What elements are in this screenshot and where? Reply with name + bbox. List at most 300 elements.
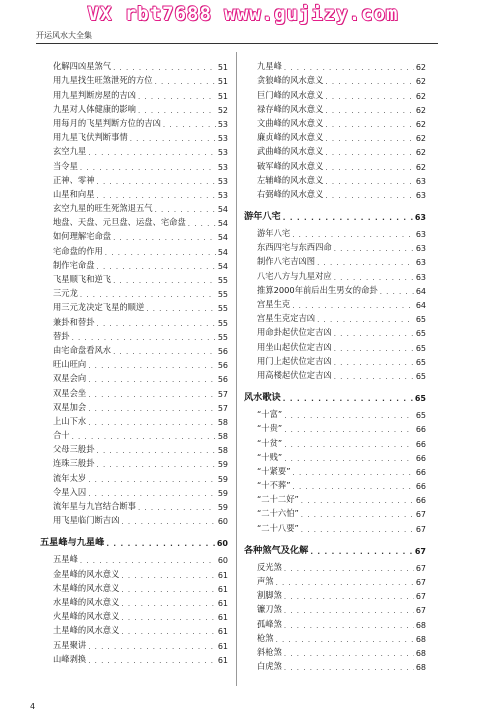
toc-entry <box>40 115 228 129</box>
toc-entry-title: 游年八宅 <box>257 228 291 239</box>
toc-entry-title: “十紧要” <box>257 465 291 476</box>
toc-page-number: 55 <box>217 318 228 328</box>
dot-leader <box>121 600 215 608</box>
toc-page-number: 53 <box>217 176 228 186</box>
toc-page-number: 66 <box>415 439 426 449</box>
toc-page-number: 66 <box>415 482 426 492</box>
toc-page-number: 61 <box>217 598 228 608</box>
toc-entry-title: 推算2000年前后出生男女的命卦 <box>257 284 378 295</box>
toc-entry-title: 白虎煞 <box>257 661 282 672</box>
toc-entry <box>40 370 228 384</box>
toc-page-number: 65 <box>415 357 426 367</box>
toc-page-number: 62 <box>415 119 426 129</box>
header-rule <box>36 43 438 44</box>
toc-entry <box>244 367 426 381</box>
toc-page-number: 52 <box>217 105 228 115</box>
toc-page-number: 61 <box>217 613 228 623</box>
dot-leader <box>97 447 216 455</box>
dot-leader <box>113 348 216 356</box>
toc-entry-title: 玄空九星 <box>53 146 87 157</box>
toc-entry <box>40 214 228 228</box>
dot-leader <box>301 497 414 505</box>
toc-page-number: 59 <box>217 460 228 470</box>
toc-entry <box>244 463 426 477</box>
dot-leader <box>293 483 414 491</box>
toc-entry <box>40 469 228 483</box>
dot-leader <box>325 107 413 115</box>
toc-entry-title: 文曲峰的风水意义 <box>257 117 324 128</box>
toc-entry-title: 由宅命盘看风水 <box>53 344 112 355</box>
toc-page-number: 60 <box>217 517 228 527</box>
toc-entry-title: “二十八要” <box>257 522 299 533</box>
dot-leader <box>380 288 414 296</box>
toc-entry-title: 用九星找生旺煞泄死的方位 <box>53 75 153 86</box>
toc-entry-title: 飞星顺飞和逆飞 <box>53 274 112 284</box>
page-number: 4 <box>30 702 36 711</box>
toc-entry-title: 合十 <box>53 430 70 441</box>
toc-page-number: 54 <box>217 219 228 229</box>
toc-entry-title: 用每月的飞星判断方位的吉凶 <box>53 117 161 128</box>
dot-leader <box>88 405 216 413</box>
toc-entry-title: 用命卦起伏位定吉凶 <box>257 327 332 338</box>
toc-page-number: 62 <box>415 148 426 158</box>
toc-entry-title: 当令星 <box>53 160 78 171</box>
dot-leader <box>138 93 216 101</box>
toc-entry-title: 镰刀煞 <box>257 604 282 615</box>
dot-leader <box>72 433 216 441</box>
dot-leader <box>130 135 216 143</box>
toc-page-number: 51 <box>217 77 228 87</box>
toc-page-number: 56 <box>217 346 228 356</box>
dot-leader <box>163 121 216 129</box>
toc-entry-title: 枪煞 <box>257 632 274 643</box>
toc-entry <box>244 559 426 573</box>
toc-entry-title: 用九星判断房屋的吉凶 <box>53 89 136 100</box>
toc-entry <box>244 267 426 281</box>
dot-leader <box>105 249 216 257</box>
toc-entry-title: 玄空九星的旺生死煞退五气 <box>53 203 153 214</box>
toc-page-number: 56 <box>217 375 228 385</box>
toc-entry <box>244 239 426 253</box>
dot-leader <box>88 391 216 399</box>
dot-leader <box>155 206 216 214</box>
toc-entry-title: 左辅峰的风水意义 <box>257 174 324 185</box>
toc-entry <box>40 129 228 143</box>
dot-leader <box>88 376 216 384</box>
toc-entry <box>40 594 228 608</box>
dot-leader <box>334 245 414 253</box>
toc-entry <box>40 101 228 115</box>
dot-leader <box>284 412 414 420</box>
toc-entry <box>40 608 228 622</box>
toc-entry-title: 金星峰的风水意义 <box>53 568 120 579</box>
toc-page-number: 57 <box>217 403 228 413</box>
dot-leader <box>97 320 216 328</box>
dot-leader <box>317 259 414 267</box>
dot-leader <box>325 78 413 86</box>
toc-entry <box>40 636 228 650</box>
dot-leader <box>276 636 414 644</box>
toc-page-number: 62 <box>415 91 426 101</box>
toc-entry-title: 用坐山起伏位定吉凶 <box>257 341 332 352</box>
toc-entry-title: 东西四宅与东西四命 <box>257 242 332 253</box>
toc-entry-title: 制作宅命盘 <box>53 259 95 270</box>
toc-entry <box>40 299 228 313</box>
toc-entry-title: “二十二好” <box>257 494 299 505</box>
dot-leader <box>325 93 413 101</box>
toc-entry-title: 廉贞峰的风水意义 <box>257 132 324 143</box>
toc-entry-title: 孤峰煞 <box>257 618 282 629</box>
toc-entry <box>40 72 228 86</box>
dot-leader <box>334 274 414 282</box>
toc-entry <box>244 658 426 672</box>
toc-page-number: 62 <box>415 162 426 172</box>
toc-entry-title: 反光煞 <box>257 561 282 572</box>
toc-entry <box>40 342 228 356</box>
toc-entry-title: 流年星与九宫结合断事 <box>53 501 136 511</box>
toc-page-number: 51 <box>217 91 228 101</box>
dot-leader <box>317 316 414 324</box>
toc-page-number: 54 <box>217 205 228 215</box>
toc-page-number: 63 <box>415 230 426 240</box>
dot-leader <box>80 291 216 299</box>
toc-entry-title: 用高楼起伏位定吉凶 <box>257 369 332 380</box>
dot-leader <box>334 373 414 381</box>
toc-page-number: 68 <box>415 663 426 673</box>
toc-page-number: 53 <box>217 134 228 144</box>
dot-leader <box>80 164 216 172</box>
toc-page-number: 63 <box>415 190 426 200</box>
toc-entry-title: 五星峰与九星峰 <box>40 537 105 549</box>
toc-entry-title: 令星入囚 <box>53 486 87 497</box>
book-title: 开运风水大全集 <box>36 31 92 40</box>
toc-entry <box>40 484 228 498</box>
toc-entry <box>40 384 228 398</box>
toc-entry <box>244 324 426 338</box>
toc-entry <box>244 310 426 324</box>
toc-page-number: 66 <box>415 453 426 463</box>
dot-leader <box>284 650 414 658</box>
toc-entry-title: 流年太岁 <box>53 472 87 483</box>
toc-page-number: 55 <box>217 276 228 285</box>
toc-entry <box>244 477 426 491</box>
toc-entry-title: 贪狼峰的风水意义 <box>257 75 324 86</box>
dot-leader <box>284 664 414 672</box>
toc-entry-title: 父母三般卦 <box>53 444 95 455</box>
toc-page-number: 53 <box>217 162 228 172</box>
toc-entry-title: 替卦 <box>53 330 70 341</box>
toc-page-number: 53 <box>217 119 228 129</box>
toc-entry-title: 斜枪煞 <box>257 646 282 657</box>
toc-entry-title: 禄存峰的风水意义 <box>257 103 324 114</box>
toc-entry-title: 武曲峰的风水意义 <box>257 146 324 157</box>
watermark: VX rbt7688 www.gujizy.com <box>87 3 399 25</box>
toc-entry <box>244 644 426 658</box>
toc-page-number: 67 <box>414 546 426 556</box>
toc-page-number: 68 <box>415 620 426 630</box>
dot-leader <box>113 64 216 72</box>
toc-entry <box>244 72 426 86</box>
toc-page-number: 66 <box>415 467 426 477</box>
dot-leader <box>188 220 216 228</box>
toc-entry <box>40 441 228 455</box>
dot-leader <box>334 345 414 353</box>
dot-leader <box>283 214 413 222</box>
toc-entry <box>40 271 228 285</box>
toc-page-number: 56 <box>217 361 228 371</box>
toc-entry <box>40 172 228 186</box>
toc-entry-title: 土星峰的风水意义 <box>53 625 120 636</box>
toc-entry <box>40 228 228 242</box>
toc-entry-title: 双星加会 <box>53 401 87 412</box>
toc-page-number: 55 <box>217 332 228 342</box>
dot-leader <box>106 540 215 548</box>
toc-entry <box>40 58 228 72</box>
toc-page-number: 68 <box>415 634 426 644</box>
dot-leader <box>284 593 414 601</box>
dot-leader <box>88 657 216 665</box>
toc-entry-title: “二十六怕” <box>257 508 299 519</box>
toc-page-number: 59 <box>217 503 228 512</box>
toc-page-number: 58 <box>217 417 228 427</box>
toc-page-number: 65 <box>415 329 426 339</box>
dot-leader <box>284 426 414 434</box>
toc-entry-title: 双星会坐 <box>53 387 87 398</box>
toc-entry-title: 五星聚讲 <box>53 639 87 650</box>
dot-leader <box>113 234 216 242</box>
toc-entry <box>40 186 228 200</box>
toc-page-number: 65 <box>415 315 426 325</box>
toc-entry <box>40 455 228 469</box>
toc-page-number: 65 <box>414 393 426 403</box>
toc-page-number: 67 <box>415 510 426 520</box>
toc-entry <box>244 157 426 171</box>
toc-entry <box>40 498 228 512</box>
dot-leader <box>334 359 414 367</box>
toc-page-number: 51 <box>217 63 228 73</box>
toc-page-number: 53 <box>217 148 228 158</box>
dot-leader <box>284 607 414 615</box>
toc-entry-title: 山峰剥换 <box>53 653 87 664</box>
dot-leader <box>97 192 216 200</box>
dot-leader <box>88 643 216 651</box>
toc-entry <box>244 615 426 629</box>
toc-entry <box>244 101 426 115</box>
toc-page-number: 62 <box>415 77 426 87</box>
toc-section-heading <box>244 540 426 556</box>
toc-entry-title: 巨门峰的风水意义 <box>257 89 324 100</box>
toc-entry <box>40 622 228 636</box>
toc-entry <box>244 406 426 420</box>
toc-page-number: 66 <box>415 496 426 506</box>
dot-leader <box>88 476 216 484</box>
toc-page-number: 62 <box>415 105 426 115</box>
dot-leader <box>121 586 215 594</box>
toc-entry-title: 火星峰的风水意义 <box>53 611 120 622</box>
toc-page-number: 68 <box>415 648 426 658</box>
toc-entry-title: 旺山旺向 <box>53 359 87 370</box>
toc-entry-title: 宫星生克定吉凶 <box>257 313 316 324</box>
dot-leader <box>310 548 413 556</box>
toc-page-number: 65 <box>415 371 426 381</box>
dot-leader <box>88 362 216 370</box>
toc-entry <box>244 630 426 644</box>
toc-entry <box>40 242 228 256</box>
column-divider <box>236 52 237 686</box>
dot-leader <box>155 78 216 86</box>
dot-leader <box>121 614 215 622</box>
toc-section-heading <box>244 387 426 403</box>
dot-leader <box>325 121 413 129</box>
toc-page-number: 61 <box>217 570 228 580</box>
toc-entry-title: 制作八宅吉凶图 <box>257 256 316 267</box>
toc-entry <box>40 356 228 370</box>
dot-leader <box>121 628 215 636</box>
toc-page-number: 66 <box>415 425 426 435</box>
toc-entry <box>244 434 426 448</box>
toc-page-number: 67 <box>415 578 426 587</box>
toc-entry <box>244 573 426 587</box>
toc-page-number: 55 <box>217 290 228 300</box>
toc-entry-title: 用飞星临门断吉凶 <box>53 515 120 526</box>
toc-page-number: 59 <box>217 488 228 498</box>
toc-entry <box>244 587 426 601</box>
toc-entry-title: 双星会向 <box>53 373 87 384</box>
toc-page-number: 67 <box>415 606 426 616</box>
dot-leader <box>301 526 414 534</box>
dot-leader <box>284 441 414 449</box>
toc-entry <box>244 601 426 615</box>
toc-entry-title: 破军峰的风水意义 <box>257 160 324 171</box>
toc-entry <box>40 512 228 526</box>
toc-page-number: 67 <box>415 563 426 573</box>
toc-entry <box>244 353 426 367</box>
toc-entry-title: “十不葬” <box>257 480 291 491</box>
toc-entry <box>244 338 426 352</box>
dot-leader <box>276 579 414 587</box>
dot-leader <box>325 164 413 172</box>
toc-page-number: 55 <box>217 304 228 314</box>
dot-leader <box>121 518 215 526</box>
toc-entry-title: 宅命盘的作用 <box>53 245 103 256</box>
toc-page-number: 63 <box>415 272 426 282</box>
dot-leader <box>284 565 414 573</box>
toc-page-number: 63 <box>414 212 426 222</box>
toc-entry-title: 用三元龙决定飞星的顺逆 <box>53 302 145 313</box>
toc-entry-title: “十贫” <box>257 437 283 448</box>
toc-entry-title: 五星峰 <box>53 554 78 565</box>
toc-left-column <box>40 58 228 665</box>
toc-entry <box>244 449 426 463</box>
toc-entry <box>244 225 426 239</box>
toc-entry <box>40 157 228 171</box>
toc-entry <box>244 505 426 519</box>
toc-entry <box>40 413 228 427</box>
toc-page-number: 67 <box>415 524 426 534</box>
toc-entry-title: 水星峰的风水意义 <box>53 596 120 607</box>
dot-leader <box>138 504 216 512</box>
dot-leader <box>88 490 216 498</box>
dot-leader <box>113 277 216 285</box>
toc-entry-title: 割脚煞 <box>257 590 282 601</box>
dot-leader <box>334 330 414 338</box>
toc-entry <box>244 58 426 72</box>
toc-entry <box>244 296 426 310</box>
toc-entry-title: 山星和向星 <box>53 188 95 199</box>
toc-entry <box>244 420 426 434</box>
toc-entry-title: 化解四凶星煞气 <box>53 61 112 72</box>
toc-entry-title: 九星对人体健康的影响 <box>53 103 136 114</box>
toc-entry <box>244 86 426 100</box>
toc-page-number: 63 <box>415 244 426 254</box>
toc-entry-title: 三元龙 <box>53 288 78 299</box>
toc-entry <box>40 565 228 579</box>
toc-page-number: 58 <box>217 432 228 442</box>
toc-entry <box>40 313 228 327</box>
toc-entry-title: 右弼峰的风水意义 <box>257 188 324 199</box>
toc-entry-title: 游年八宅 <box>244 210 281 222</box>
toc-entry <box>244 253 426 267</box>
toc-page-number: 62 <box>415 134 426 144</box>
dot-leader <box>325 149 413 157</box>
toc-entry-title: 如何理解宅命盘 <box>53 231 112 242</box>
toc-entry-title: 九星峰 <box>257 61 282 72</box>
toc-entry-title: 地盘、天盘、元旦盘、运盘、宅命盘 <box>53 217 186 228</box>
toc-entry-title: 连珠三般卦 <box>53 458 95 469</box>
toc-entry <box>244 186 426 200</box>
toc-page-number: 54 <box>217 233 228 243</box>
toc-page-number: 65 <box>415 343 426 353</box>
dot-leader <box>325 178 413 186</box>
dot-leader <box>88 149 216 157</box>
toc-entry-title: “十富” <box>257 409 283 420</box>
dot-leader <box>72 334 216 342</box>
dot-leader <box>325 192 413 200</box>
toc-page-number: 63 <box>415 258 426 268</box>
toc-page-number: 61 <box>217 641 228 651</box>
toc-entry <box>40 285 228 299</box>
toc-entry-title: 用门上起伏位定吉凶 <box>257 355 332 366</box>
dot-leader <box>284 64 414 72</box>
toc-page-number: 63 <box>415 176 426 186</box>
dot-leader <box>121 572 215 580</box>
toc-entry <box>244 491 426 505</box>
toc-entry <box>244 519 426 533</box>
toc-section-heading <box>40 532 228 548</box>
toc-entry-title: 宫星生克 <box>257 299 291 309</box>
toc-entry <box>40 257 228 271</box>
dot-leader <box>292 231 414 239</box>
toc-page-number: 67 <box>415 592 426 602</box>
toc-entry <box>40 143 228 157</box>
toc-entry-title: “十贱” <box>257 451 283 462</box>
toc-entry <box>40 551 228 565</box>
toc-entry-title: 用九星飞伏判断事情 <box>53 132 128 143</box>
toc-page-number: 54 <box>217 261 228 271</box>
toc-page-number: 60 <box>217 556 228 566</box>
toc-entry <box>244 282 426 296</box>
toc-entry <box>40 651 228 665</box>
toc-page-number: 58 <box>217 446 228 456</box>
toc-entry-title: 兼卦和替卦 <box>53 316 95 327</box>
toc-entry-title: 八宅八方与九星对应 <box>257 270 332 281</box>
toc-entry-title: 各种煞气及化解 <box>244 544 309 556</box>
toc-entry-title: 木星峰的风水意义 <box>53 582 120 593</box>
toc-entry-title: 上山下水 <box>53 415 87 426</box>
dot-leader <box>283 395 413 403</box>
dot-leader <box>284 622 414 630</box>
toc-page-number: 61 <box>217 655 228 665</box>
